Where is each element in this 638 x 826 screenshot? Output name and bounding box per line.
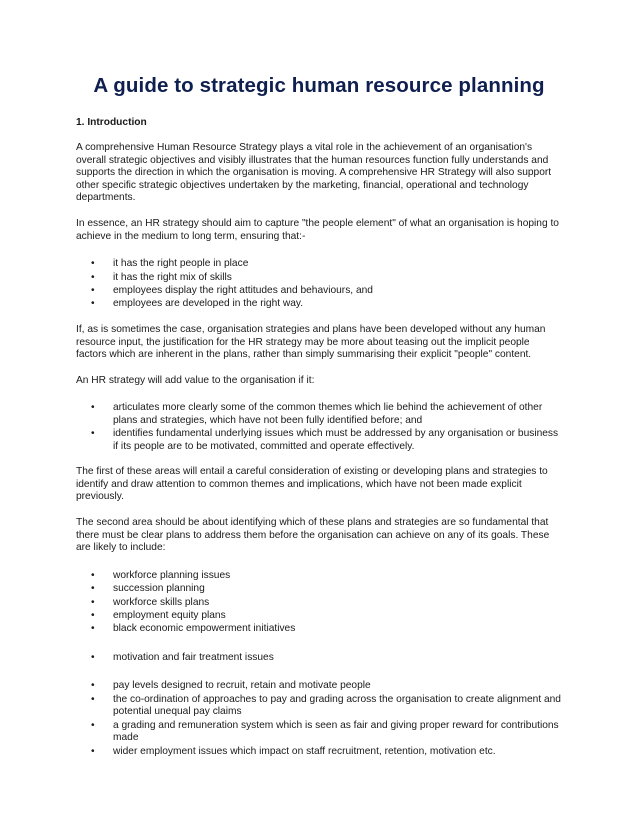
list-item: • motivation and fair treatment issues	[113, 652, 562, 665]
list-item: • a grading and remuneration system which is seen as fair and giving proper reward for contributions made	[113, 720, 562, 745]
list-item: • wider employment issues which impact on staff recruitment, retention, motivation etc.	[113, 746, 562, 759]
list-item: • articulates more clearly some of the common themes which lie behind the achievement of other plans and strategies, which have not been fully identified before; and	[113, 402, 562, 427]
list-item: • workforce planning issues	[113, 570, 562, 583]
document-title: A guide to strategic human resource planning	[93, 74, 545, 97]
list-item: • succession planning	[113, 583, 562, 596]
list-item: • pay levels designed to recruit, retain and motivate people	[113, 680, 562, 693]
section-heading: 1. Introduction	[76, 117, 147, 128]
list-item: • the co-ordination of approaches to pay and grading across the organisation to create alignment and potential unequal pay claims	[113, 694, 562, 719]
paragraph: A comprehensive Human Resource Strategy plays a vital role in the achievement of an organisation's overall strategic objectives and visibly illustrates that the human resources function fully understands and supports the direction in which the organisation is moving. A comprehensive HR Strategy will also support other specific strategic objectives undertaken by the marketing, financial, operational and technology departments.	[76, 142, 552, 204]
paragraph: If, as is sometimes the case, organisation strategies and plans have been developed without any human resource input, the justification for the HR strategy may be more about teasing out the implicit people factors which are inherent in the plans, rather than simply summarising their explicit "people" content.	[76, 323, 546, 361]
list-item: • employees are developed in the right way.	[113, 298, 562, 311]
list-item: • employment equity plans	[113, 610, 562, 623]
list-item: • it has the right people in place	[113, 258, 562, 271]
list-item: • employees display the right attitudes and behaviours, and	[113, 285, 562, 298]
paragraph: An HR strategy will add value to the organisation if it:	[76, 374, 315, 386]
bullet-list	[76, 402, 562, 453]
paragraph: The second area should be about identifying which of these plans and strategies are so fundamental that there must be clear plans to address them before the organisation can achieve on any of its goals. These are likely to include:	[76, 516, 550, 554]
paragraph: In essence, an HR strategy should aim to capture "the people element" of what an organisation is hoping to achieve in the medium to long term, ensuring that:-	[76, 217, 559, 242]
list-item: • it has the right mix of skills	[113, 272, 562, 285]
list-item: • black economic empowerment initiatives	[113, 623, 562, 636]
list-item: • identifies fundamental underlying issues which must be addressed by any organisation or business if its people are to be motivated, committed and operate effectively.	[113, 428, 562, 453]
paragraph: The first of these areas will entail a careful consideration of existing or developing plans and strategies to identify and draw attention to common themes and implications, which have not been made explicit previously.	[76, 466, 548, 503]
bullet-list	[76, 680, 562, 758]
bullet-list	[76, 652, 562, 665]
bullet-list	[76, 570, 562, 636]
list-item: • workforce skills plans	[113, 597, 562, 610]
bullet-list	[76, 258, 562, 311]
